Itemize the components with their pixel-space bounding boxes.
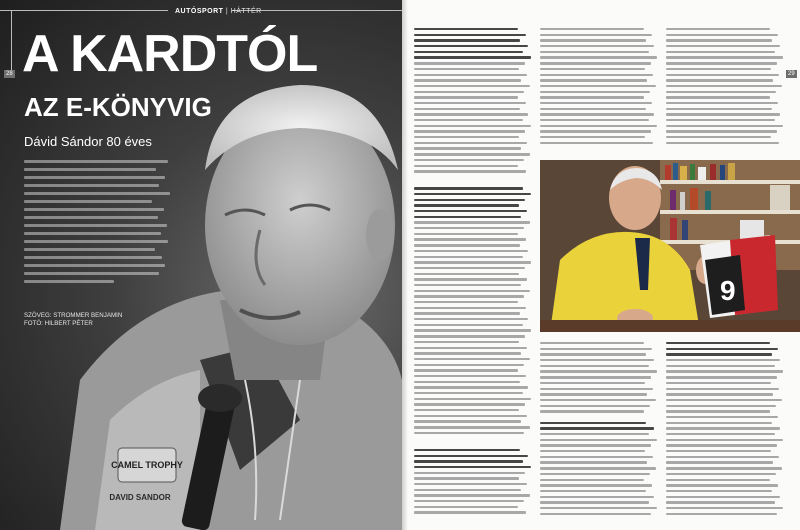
text-line [414, 307, 526, 309]
text-line [414, 415, 527, 417]
text-line [414, 420, 521, 422]
text-line [414, 290, 530, 292]
page-number-left: 28 [6, 71, 13, 77]
headline-line-2: AZ E-KÖNYVIG [24, 92, 212, 122]
text-line [414, 312, 520, 314]
text-line [666, 113, 780, 115]
text-line [414, 500, 524, 502]
text-line [666, 119, 775, 121]
text-line [540, 359, 654, 361]
text-line [414, 238, 526, 240]
text-line [540, 399, 656, 401]
text-line [414, 136, 519, 138]
text-line [540, 119, 649, 121]
text-line [414, 341, 519, 343]
text-line [414, 125, 531, 127]
text-line [540, 74, 653, 76]
text-line [414, 250, 528, 252]
text-line [540, 34, 652, 36]
text-line [666, 501, 775, 503]
text-line [414, 483, 527, 485]
article-column-2-bottom [540, 342, 658, 518]
text-line [666, 376, 777, 378]
text-line [414, 347, 527, 349]
text-line [414, 244, 520, 246]
text-line [666, 479, 770, 481]
text-line [414, 108, 520, 110]
text-line [414, 62, 525, 64]
text-line [414, 39, 520, 41]
article-column-2-top [540, 28, 658, 147]
text-line [414, 227, 524, 229]
text-line [540, 142, 653, 144]
section-name: AUTÓSPORT [175, 8, 224, 15]
text-line [414, 432, 524, 434]
text-line [540, 507, 657, 509]
text-line [540, 501, 649, 503]
text-line [414, 233, 518, 235]
text-line [540, 28, 644, 30]
text-line [414, 460, 523, 462]
credit-photo: FOTÓ: HILBERT PÉTER [24, 320, 93, 328]
text-line [414, 91, 524, 93]
text-line [666, 416, 778, 418]
text-line [540, 113, 654, 115]
text-line [414, 449, 520, 451]
text-line [540, 461, 647, 463]
frame-line [11, 10, 12, 70]
text-line [540, 62, 651, 64]
text-line [414, 392, 523, 394]
article-column-3-top [666, 28, 784, 147]
text-line [666, 405, 776, 407]
text-line [414, 176, 520, 178]
page-number-right: 29 [788, 71, 795, 77]
text-line [540, 484, 652, 486]
text-line [666, 439, 783, 441]
text-line [666, 359, 780, 361]
text-line [414, 398, 531, 400]
text-line [666, 461, 773, 463]
text-line [540, 388, 653, 390]
text-line [414, 159, 524, 161]
text-line [414, 193, 531, 195]
text-line [540, 45, 654, 47]
text-line [666, 136, 771, 138]
text-line [414, 381, 520, 383]
text-line [666, 473, 776, 475]
text-line [540, 456, 653, 458]
text-line [540, 91, 650, 93]
text-line [666, 490, 772, 492]
text-line [540, 102, 652, 104]
text-line [414, 79, 521, 81]
text-line [414, 329, 531, 331]
text-line [666, 56, 783, 58]
text-line [666, 45, 780, 47]
text-line [414, 403, 525, 405]
text-line [540, 490, 646, 492]
text-line [666, 108, 772, 110]
text-line [414, 284, 521, 286]
text-line [414, 477, 519, 479]
text-line [666, 102, 778, 104]
text-line [666, 34, 778, 36]
text-line [414, 45, 528, 47]
subsection-name: HÁTTÉR [230, 8, 262, 15]
text-line [540, 427, 654, 429]
text-line [540, 513, 651, 515]
credits [24, 312, 122, 329]
text-line [414, 506, 518, 508]
text-line [414, 113, 528, 115]
text-line [666, 399, 782, 401]
text-line [414, 96, 518, 98]
text-line [666, 348, 778, 350]
text-line [540, 348, 652, 350]
page-gutter [402, 0, 408, 530]
text-line [414, 438, 518, 440]
text-line [414, 267, 525, 269]
text-line [666, 467, 782, 469]
text-line [414, 295, 524, 297]
text-line [540, 405, 650, 407]
text-line [414, 142, 527, 144]
text-line [540, 393, 647, 395]
text-line [540, 85, 656, 87]
lead-paragraph [24, 160, 174, 288]
text-line [666, 382, 771, 384]
text-line [414, 182, 528, 184]
text-line [540, 353, 646, 355]
text-line [414, 153, 530, 155]
text-line [414, 187, 523, 189]
text-line [666, 79, 773, 81]
text-line [666, 507, 783, 509]
text-line [540, 51, 649, 53]
headline-line-1: A KARDTÓL [22, 25, 318, 83]
text-line [414, 130, 525, 132]
text-line [666, 96, 770, 98]
text-line [414, 147, 521, 149]
text-line [540, 136, 645, 138]
jacket-name-text: DAVID SANDOR [109, 493, 171, 502]
text-line [414, 74, 527, 76]
text-line [540, 125, 657, 127]
text-line [414, 68, 519, 70]
text-line [540, 370, 657, 372]
text-line [666, 388, 779, 390]
article-column-3-bottom [666, 342, 784, 518]
text-line [540, 342, 644, 344]
text-line [414, 51, 523, 53]
text-line [414, 273, 519, 275]
text-line [414, 102, 526, 104]
text-line [414, 472, 525, 474]
text-line [414, 199, 525, 201]
text-line [414, 511, 526, 513]
text-line [414, 34, 526, 36]
text-line [540, 496, 654, 498]
text-line [540, 479, 644, 481]
article-column-1 [414, 28, 532, 517]
text-line [666, 130, 777, 132]
text-line [666, 142, 779, 144]
text-line [666, 91, 776, 93]
section-label: AUTÓSPORT | HÁTTÉR [175, 8, 262, 15]
text-line [414, 85, 530, 87]
text-line [414, 119, 523, 121]
jacket-badge-text: CAMEL TROPHY [111, 460, 183, 470]
text-line [540, 79, 647, 81]
text-line [414, 489, 521, 491]
text-line [414, 364, 524, 366]
text-line [414, 455, 528, 457]
text-line [414, 210, 527, 212]
text-line [666, 484, 778, 486]
text-line [540, 68, 645, 70]
text-line [414, 466, 531, 468]
text-line [414, 443, 526, 445]
text-line [414, 301, 518, 303]
text-line [666, 513, 777, 515]
text-line [414, 278, 527, 280]
text-line [540, 422, 646, 424]
text-line [666, 353, 772, 355]
text-line [414, 261, 531, 263]
headline-subtitle: Dávid Sándor 80 éves [24, 134, 152, 149]
top-rule-left [0, 10, 168, 11]
text-line [540, 473, 650, 475]
text-line [414, 56, 531, 58]
text-line [666, 39, 772, 41]
text-line [666, 393, 773, 395]
text-line [666, 74, 779, 76]
text-line [666, 51, 775, 53]
text-line [540, 450, 645, 452]
text-line [414, 221, 530, 223]
text-line [540, 56, 657, 58]
text-line [540, 467, 656, 469]
text-line [414, 28, 518, 30]
text-line [666, 433, 775, 435]
text-line [540, 444, 651, 446]
text-line [666, 85, 782, 87]
text-line [666, 28, 770, 30]
text-line [666, 68, 771, 70]
text-line [414, 170, 526, 172]
text-line [666, 444, 777, 446]
text-line [540, 410, 644, 412]
text-line [540, 39, 646, 41]
text-line [540, 382, 645, 384]
text-line [414, 324, 523, 326]
text-line [414, 426, 530, 428]
text-line [414, 409, 519, 411]
text-line [414, 204, 519, 206]
text-line [666, 427, 780, 429]
interview-photo [540, 160, 800, 332]
credit-text: SZÖVEG: STROMMER BENJAMIN [24, 312, 123, 319]
text-line [414, 335, 525, 337]
text-line [540, 365, 649, 367]
text-line [666, 450, 771, 452]
text-line [414, 375, 526, 377]
book-number: 9 [720, 275, 736, 306]
text-line [666, 125, 783, 127]
text-line [414, 318, 528, 320]
text-line [540, 130, 651, 132]
text-line [414, 216, 521, 218]
text-line [666, 62, 777, 64]
text-line [414, 386, 528, 388]
text-line [666, 365, 775, 367]
text-line [666, 422, 772, 424]
text-line [414, 358, 530, 360]
text-line [666, 410, 770, 412]
text-line [540, 96, 644, 98]
text-line [540, 433, 649, 435]
text-line [414, 256, 523, 258]
text-line [666, 456, 779, 458]
text-line [414, 165, 518, 167]
text-line [666, 342, 770, 344]
text-line [540, 416, 652, 418]
text-line [414, 494, 530, 496]
text-line [666, 496, 780, 498]
text-line [540, 376, 651, 378]
text-line [414, 352, 521, 354]
text-line [666, 370, 783, 372]
text-line [540, 108, 646, 110]
text-line [540, 439, 657, 441]
text-line [414, 369, 518, 371]
